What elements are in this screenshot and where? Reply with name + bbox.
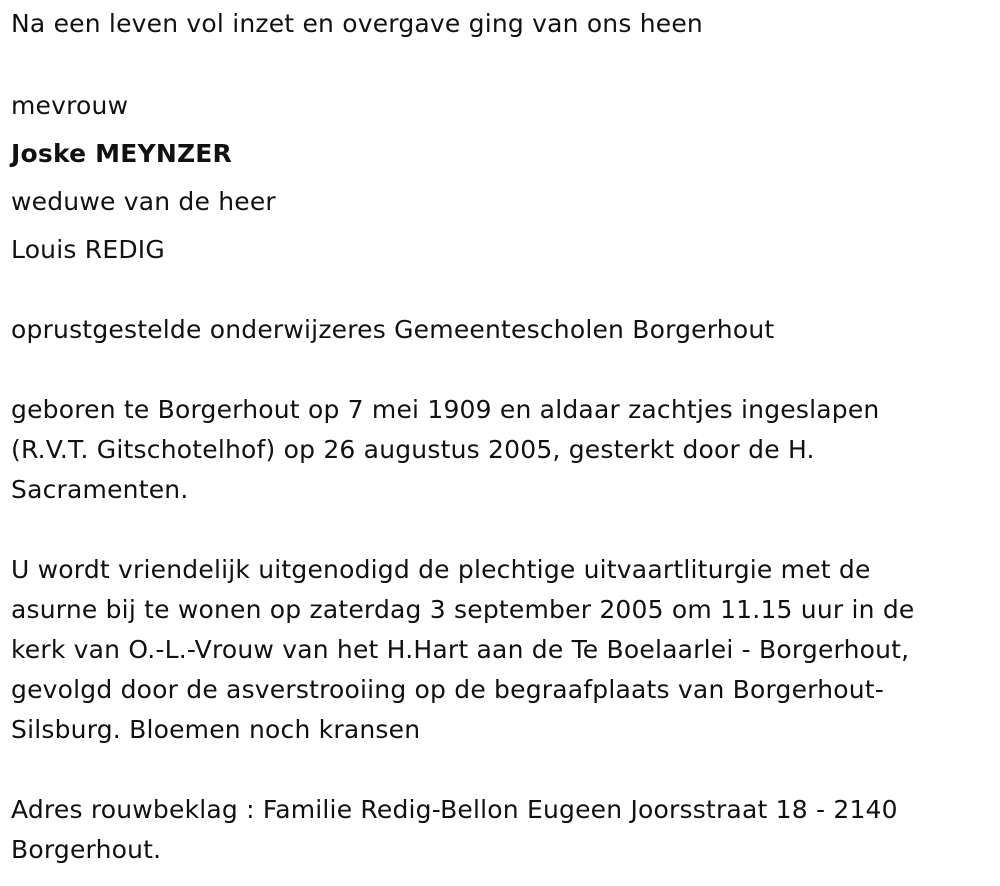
widow-of-text: weduwe van de heer [11,187,276,216]
funeral-line-2: asurne bij te wonen op zaterdag 3 september 2005 om 11.15 uur in de [11,595,915,624]
birth-death-line-3: Sacramenten. [11,475,189,504]
funeral-line-3: kerk van O.-L.-Vrouw van het H.Hart aan de Te Boelaarlei - Borgerhout, [11,635,910,664]
occupation-text: oprustgestelde onderwijzeres Gemeentescholen Borgerhout [11,315,775,344]
funeral-line-4: gevolgd door de asverstrooiing op de begraafplaats van Borgerhout- [11,675,885,704]
intro-text: Na een leven vol inzet en overgave ging van ons heen [11,9,703,38]
condolence-line-1: Adres rouwbeklag : Familie Redig-Bellon Eugeen Joorsstraat 18 - 2140 [11,795,898,824]
funeral-line-1: U wordt vriendelijk uitgenodigd de plechtige uitvaartliturgie met de [11,555,871,584]
spouse-name: Louis REDIG [11,235,165,264]
salutation: mevrouw [11,91,129,120]
birth-death-line-2: (R.V.T. Gitschotelhof) op 26 augustus 2005, gesterkt door de H. [11,435,815,464]
birth-death-line-1: geboren te Borgerhout op 7 mei 1909 en aldaar zachtjes ingeslapen [11,395,880,424]
condolence-line-2: Borgerhout. [11,835,162,864]
funeral-line-5: Silsburg. Bloemen noch kransen [11,715,421,744]
deceased-name: Joske MEYNZER [11,139,233,168]
